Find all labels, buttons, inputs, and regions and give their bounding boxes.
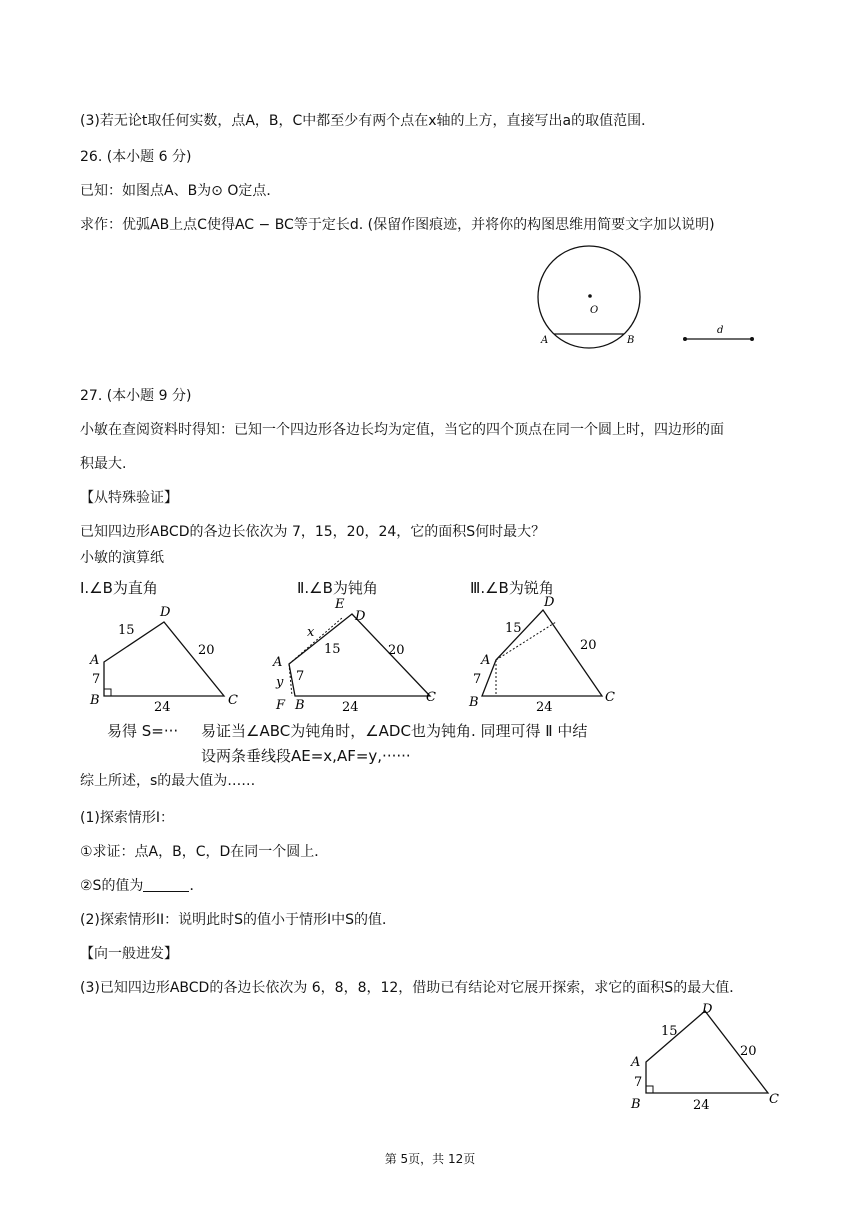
- c1-7: 7: [92, 672, 101, 687]
- q27-intro-1: 小敏在查阅资料时得知：已知一个四边形各边长均为定值，当它的四个顶点在同一个圆上时，四边形的面: [80, 422, 724, 438]
- c2-c: C: [426, 690, 436, 705]
- c1-d: D: [160, 605, 171, 620]
- q27-known: 已知四边形ABCD的各边长依次为 7，15，20，24，它的面积S何时最大？: [80, 524, 546, 540]
- scratch-note-3: 设两条垂线段AE=x,AF=y,······: [201, 747, 411, 765]
- c2-20: 20: [388, 643, 405, 658]
- b-24: 24: [693, 1098, 710, 1113]
- c3-20: 20: [580, 638, 597, 653]
- b-b: B: [631, 1097, 641, 1112]
- case2-title: Ⅱ.∠B为钝角: [297, 579, 378, 597]
- c3-d: D: [544, 595, 555, 610]
- c1-20: 20: [198, 643, 215, 658]
- label-b: B: [627, 335, 635, 346]
- case3-title: Ⅲ.∠B为锐角: [470, 579, 554, 597]
- c1-a: A: [90, 653, 100, 668]
- c3-7: 7: [473, 672, 482, 687]
- c2-b: B: [295, 698, 305, 713]
- q26-task: 求作：优弧AB上点C使得AC − BC等于定长d. (保留作图痕迹，并将你的构图思维用简要文字加以说明): [80, 217, 715, 233]
- c2-a: A: [273, 655, 283, 670]
- q27-part3: (3)已知四边形ABCD的各边长依次为 6，8，8，12，借助已有结论对它展开探索，求它的面积S的最大值．: [80, 980, 744, 996]
- circle-figure: [530, 240, 770, 355]
- scratch-note-1: 易得 S=···: [107, 722, 179, 740]
- label-o: O: [590, 305, 599, 316]
- q26-given: 已知：如图点A、B为⊙ O定点．: [80, 183, 281, 199]
- c1-15: 15: [118, 623, 135, 638]
- c1-c: C: [228, 693, 238, 708]
- c2-e: E: [335, 597, 345, 612]
- page-footer: 第 5页，共 12页: [384, 1152, 476, 1166]
- b-20: 20: [740, 1044, 757, 1059]
- q27-special-heading: 【从特殊验证】: [80, 490, 178, 506]
- c3-15: 15: [505, 621, 522, 636]
- case1-title: Ⅰ.∠B为直角: [80, 579, 158, 597]
- q27-part1: (1)探索情形I：: [80, 810, 174, 826]
- c2-15: 15: [324, 642, 341, 657]
- q27-part1-b-end: ．: [189, 878, 204, 894]
- q27-general-heading: 【向一般进发】: [80, 946, 178, 962]
- q27-scratch-title: 小敏的演算纸: [80, 550, 164, 566]
- c2-24: 24: [342, 700, 359, 715]
- c1-24: 24: [154, 700, 171, 715]
- scratch-note-2: 易证当∠ABC为钝角时，∠ADC也为钝角. 同理可得 Ⅱ 中结: [201, 722, 588, 740]
- b-c: C: [769, 1092, 779, 1107]
- c3-24: 24: [536, 700, 553, 715]
- q27-intro-2: 积最大.: [80, 456, 127, 472]
- c2-d: D: [355, 609, 366, 624]
- c3-b: B: [469, 695, 479, 710]
- b-d: D: [702, 1002, 713, 1017]
- c2-y: y: [276, 675, 284, 690]
- q27-part1-b: [80, 876, 203, 896]
- c3-c: C: [605, 690, 615, 705]
- label-a: A: [541, 335, 549, 346]
- q27-part1-b-text: ②S的值为: [80, 878, 144, 894]
- answer-blank: [143, 877, 189, 892]
- q27-part1-a: ①求证：点A，B，C，D在同一个圆上．: [80, 844, 329, 860]
- c2-x: x: [307, 625, 315, 640]
- c1-b: B: [90, 693, 100, 708]
- q26-heading: 26. (本小题 6 分): [80, 149, 192, 165]
- b-a: A: [631, 1055, 641, 1070]
- label-d: d: [717, 325, 724, 336]
- q27-heading: 27. (本小题 9 分): [80, 388, 192, 404]
- q25-part3: (3)若无论t取任何实数，点A，B，C中都至少有两个点在x轴的上方，直接写出a的取值范围．: [80, 113, 656, 129]
- b-15: 15: [661, 1024, 678, 1039]
- b-7: 7: [634, 1075, 643, 1090]
- quad-figure-bottom: [620, 995, 800, 1125]
- c2-f: F: [276, 698, 286, 713]
- c3-a: A: [481, 653, 491, 668]
- c2-7: 7: [296, 669, 305, 684]
- q27-part2: (2)探索情形II：说明此时S的值小于情形I中S的值．: [80, 912, 396, 928]
- q27-summary: 综上所述，s的最大值为……: [80, 773, 256, 789]
